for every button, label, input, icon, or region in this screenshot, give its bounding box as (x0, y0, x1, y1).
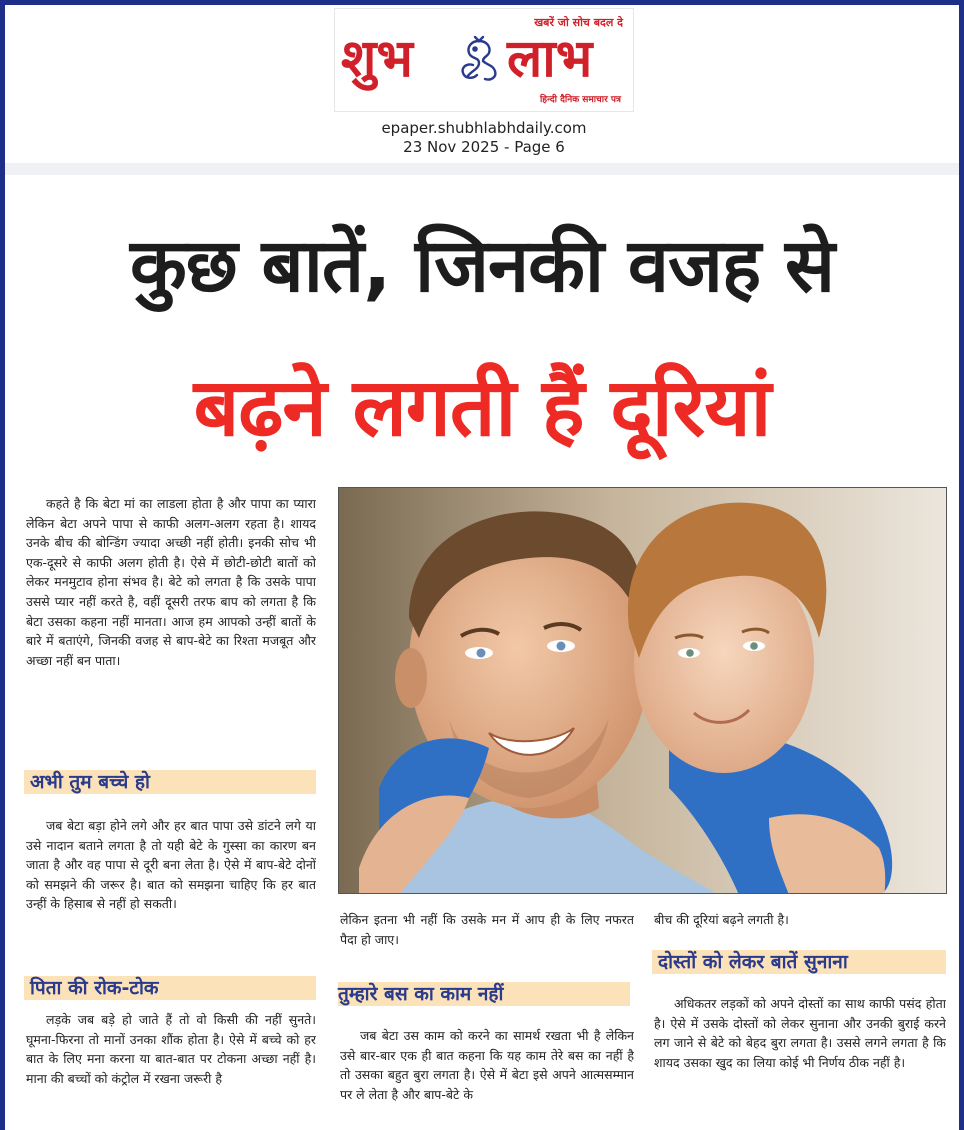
masthead-tagline: खबरें जो सोच बदल दे (534, 16, 623, 29)
masthead-subtitle: हिन्दी दैनिक समाचार पत्र (539, 95, 621, 105)
section-lead-text: बीच की दूरियां बढ़ने लगती है। (654, 912, 789, 927)
section-heading: दोस्तों को लेकर बातें सुनाना (652, 950, 946, 974)
masthead-name-left: शुभ (341, 28, 413, 89)
section-heading: तुम्हारे बस का काम नहीं (338, 982, 630, 1006)
section-body: लड़के जब बड़े हो जाते हैं तो वो किसी की नहीं सुनते। घूमना-फिरना तो मानों उनका शौंक होता है। ऐसे में बच्चे को हर बात के लिए मना करना या बात-बात पर टोकना अच्छा नहीं है। माना की बच्चों को कंट्रोल में रखना जरूरी है (26, 1012, 316, 1086)
section-body: जब बेटा उस काम को करने का सामर्थ रखता भी है लेकिन उसे बार-बार एक ही बात कहना कि यह काम तेरे बस का नहीं है तो उसका बहुत बुरा लगता है। ऐसे में बेटा इसे अपने आत्मसम्मान पर ले लेता है और बाप-बेटे के (340, 1028, 634, 1102)
father-son-photo (338, 487, 947, 894)
section-body: अधिकतर लड़कों को अपने दोस्तों का साथ काफी पसंद होता है। ऐसे में उसके दोस्तों को लेकर सुनाना और उनकी बुराई करने लग जाने से बेटे को बेहद बुरा लगता है। उससे लगने लगता है कि शायद उसका खुद का लिया कोई भी निर्णय ठीक नहीं है। (654, 996, 946, 1070)
headline-line-2: बढ़ने लगती हैं दूरियां (193, 361, 771, 454)
headline-line-1: कुछ बातें, जिनकी वजह से (130, 223, 834, 309)
newspaper-masthead[interactable] (334, 8, 634, 112)
section-heading: पिता की रोक-टोक (24, 976, 316, 1000)
masthead-name-right: लाभ (507, 28, 593, 89)
intro-paragraph: कहते है कि बेटा मां का लाडला होता है और पापा का प्यारा लेकिन बेटा अपने पापा से काफी अलग-अलग रहता है। शायद उनके बीच की बोन्डिंग ज्यादा अच्छी नहीं होती। इनकी सोच भी एक-दूसरे से काफी अलग होती है। ऐसे में छोटी-छोटी बातों को लेकर मनमुटाव होना संभव है। बेटे को लगता है कि उसके पापा उससे प्यार नहीं करते है, वहीं दूसरी तरफ बाप को लगता है कि बेटा उसका कहना नहीं मानता। आज हम आपको उन्हीं बातों के बारे में बताएंगे, जिनकी वजह से बाप-बेटे का रिश्ता मजबूत और अच्छा नहीं बन पाता। (26, 496, 316, 668)
section-heading: अभी तुम बच्चे हो (24, 770, 316, 794)
section-lead-text: लेकिन इतना भी नहीं कि उसके मन में आप ही के लिए नफरत पैदा हो जाए। (340, 912, 634, 947)
edition-date-page: 23 Nov 2025 - Page 6 (403, 138, 565, 156)
epaper-url[interactable]: epaper.shubhlabhdaily.com (381, 119, 587, 137)
section-body: जब बेटा बड़ा होने लगे और हर बात पापा उसे डांटने लगे या उसे नादान बताने लगता है तो यही बेटे के गुस्सा का कारण बन जाता है और वह पापा से दूरी बना लेता है। ऐसे में बाप-बेटे दोनों को समझने की जरूर है। बात को समझना चाहिए कि हर बात उन्हीं के हिसाब से नहीं हो सकती। (26, 818, 316, 912)
ganesha-icon (453, 35, 505, 87)
header-separator (5, 163, 959, 175)
